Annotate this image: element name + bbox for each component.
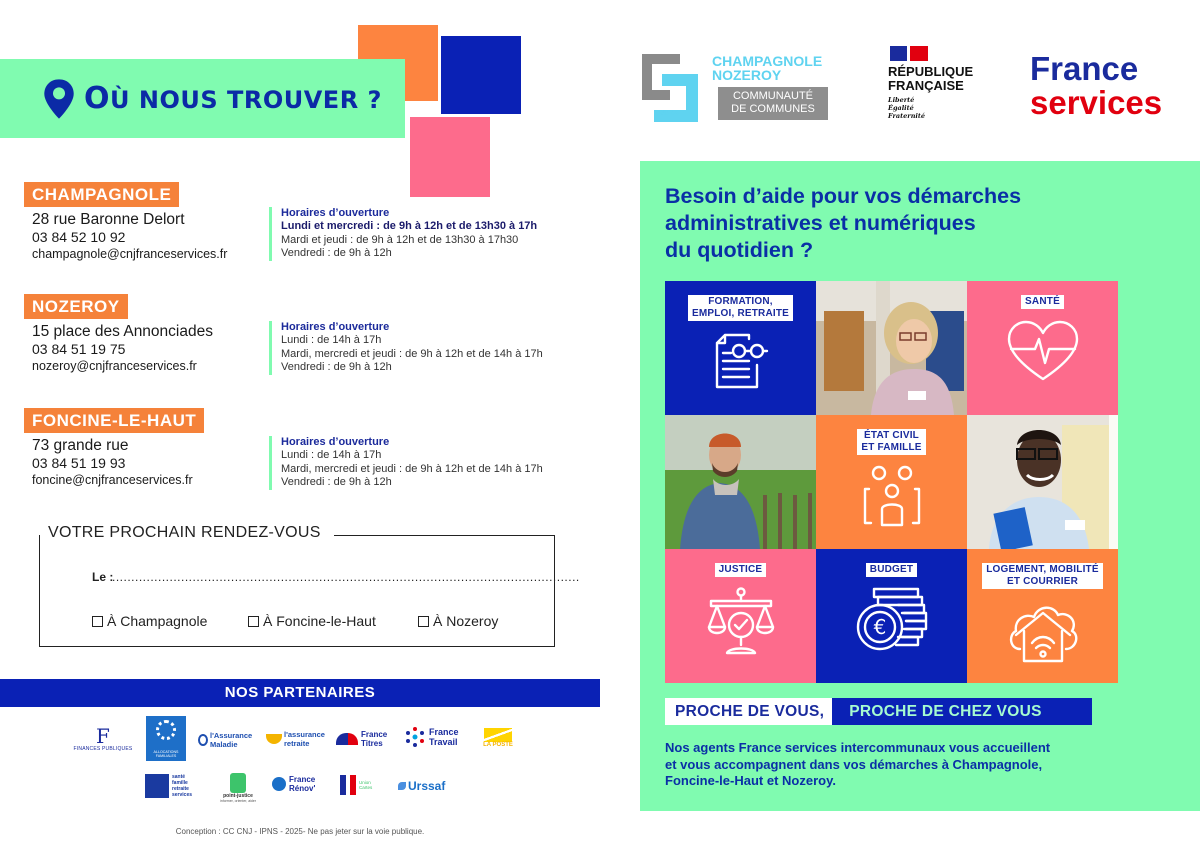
credit-line: Conception : CC CNJ - IPNS - 2025- Ne pas jeter sur la voie publique. <box>175 827 425 836</box>
option-foncine-le-haut[interactable] <box>248 613 376 629</box>
checkbox[interactable] <box>92 616 103 627</box>
site-email[interactable]: champagnole@cnjfranceservices.fr <box>32 247 228 261</box>
logo-caption: point-justice <box>223 793 253 799</box>
hours-line: Lundi et mercredi : de 9h à 12h et de 13h30 à 17h <box>281 220 538 232</box>
option-champagnole[interactable] <box>92 613 207 629</box>
site-phone[interactable]: 03 84 51 19 93 <box>32 455 126 471</box>
jura-label: JURA <box>660 110 680 117</box>
tile-label: SANTÉ <box>1021 295 1064 309</box>
site-champagnole <box>24 182 584 282</box>
hours-line: Vendredi : de 9h à 12h <box>281 476 392 488</box>
assurance-retraite-logo <box>266 728 328 750</box>
urssaf-logo <box>398 776 458 796</box>
tile-justice[interactable] <box>665 549 816 683</box>
site-name-tag: CHAMPAGNOLE <box>24 182 179 207</box>
site-phone[interactable]: 03 84 51 19 75 <box>32 341 126 357</box>
hours-line: Mardi, mercredi et jeudi : de 9h à 12h et de 14h à 17h <box>281 347 543 360</box>
document-glasses-icon <box>709 331 773 391</box>
man-in-field-photo <box>665 415 816 549</box>
outro-line: et vous accompagnent dans vos démarches à Champagnole, <box>665 756 1043 772</box>
page-heading <box>84 81 382 116</box>
outro-text <box>665 740 1050 790</box>
caf-logo <box>146 716 186 761</box>
lead-line: administratives et numériques <box>665 211 976 235</box>
tagline-part1: PROCHE DE VOUS, <box>665 698 832 725</box>
hours-line: Mardi, mercredi et jeudi : de 9h à 12h et de 14h à 17h <box>281 462 543 475</box>
hours-line: Mardi et jeudi : de 9h à 12h et de 13h30 à 17h30 <box>281 233 519 246</box>
site-address: 15 place des Annonciades <box>32 323 213 340</box>
map-pin-icon <box>42 78 76 120</box>
site-email[interactable]: nozeroy@cnjfranceservices.fr <box>32 359 197 373</box>
motto-fraternite: Fraternité <box>888 112 926 120</box>
site-address: 73 grande rue <box>32 437 129 454</box>
logo-caption: LA POSTE <box>483 742 513 748</box>
tagline <box>665 698 1092 725</box>
hours-line: Lundi : de 14h à 17h <box>281 334 382 346</box>
champagnole-nozeroy-logo <box>640 52 830 124</box>
checkbox[interactable] <box>248 616 259 627</box>
france-travail-mark-icon <box>404 726 426 748</box>
tile-label: BUDGET <box>866 563 917 577</box>
house-wifi-icon <box>1006 599 1080 663</box>
photo-tile-woman <box>816 281 967 415</box>
tagline-part2: PROCHE DE CHEZ VOUS <box>832 698 1092 725</box>
man-with-folder-photo <box>967 415 1118 549</box>
family-icon <box>861 465 923 529</box>
outro-line: Foncine-le-Haut et Nozeroy. <box>665 773 836 788</box>
cc-sub-line1: COMMUNAUTÉ <box>732 90 814 102</box>
cc-name-line1: CHAMPAGNOLE <box>712 53 823 69</box>
msa-logo <box>145 772 199 800</box>
location-heading-band <box>0 59 405 138</box>
lead-line: du quotidien ? <box>665 238 814 262</box>
appointment-date-field[interactable]: .......................................................................................................................... <box>112 570 580 584</box>
france-services-logo <box>1030 52 1180 122</box>
heading-initial: O <box>84 81 111 116</box>
checkbox[interactable] <box>418 616 429 627</box>
option-label: À Champagnole <box>107 613 208 629</box>
logo-caption: FINANCES PUBLIQUES <box>73 746 133 752</box>
option-label: À Nozeroy <box>433 613 499 629</box>
decorative-blue-square <box>441 36 521 114</box>
tile-label: JUSTICE <box>715 563 767 577</box>
cc-name-line2: NOZEROY <box>712 67 782 83</box>
heart-pulse-icon <box>1005 319 1081 383</box>
site-name-tag: FONCINE-LE-HAUT <box>24 408 204 433</box>
tile-label: FORMATION, EMPLOI, RETRAITE <box>688 295 793 321</box>
rf-line1: RÉPUBLIQUE <box>888 64 974 79</box>
assurance-maladie-logo <box>198 730 260 750</box>
logo-caption: France Rénov' <box>289 775 316 793</box>
option-nozeroy[interactable] <box>418 613 498 629</box>
marianne-flag-icon <box>890 46 988 61</box>
logo-caption: France Titres <box>361 730 388 748</box>
fs-logo-france: France <box>1030 50 1139 87</box>
appointment-title: VOTRE PROCHAIN RENDEZ-VOUS <box>48 524 327 542</box>
photo-tile-man-folder <box>967 415 1118 549</box>
logo-caption: l'Assurance Maladie <box>210 731 253 749</box>
tile-etat-civil-famille[interactable] <box>816 415 967 549</box>
motto-egalite: Égalité <box>888 104 914 112</box>
scales-icon <box>705 587 777 657</box>
svg-text:€: € <box>873 615 886 639</box>
fs-logo-services: services <box>1030 84 1163 121</box>
tricolor-flag-logo <box>340 773 384 797</box>
logo-caption: ALLOCATIONS FAMILIALES <box>153 750 179 758</box>
france-titres-logo <box>336 728 396 750</box>
site-phone[interactable]: 03 84 52 10 92 <box>32 229 126 245</box>
opening-hours <box>269 436 543 490</box>
photo-tile-man-field <box>665 415 816 549</box>
tile-label: ÉTAT CIVIL ET FAMILLE <box>857 429 925 455</box>
logo-caption: Urssaf <box>408 778 446 793</box>
hours-title: Horaires d’ouverture <box>281 207 390 219</box>
hours-title: Horaires d’ouverture <box>281 436 390 448</box>
tile-label: LOGEMENT, MOBILITÉ ET COURRIER <box>982 563 1103 589</box>
euro-coins-icon <box>856 587 928 653</box>
site-address: 28 rue Baronne Delort <box>32 211 185 228</box>
lead-line: Besoin d’aide pour vos démarches <box>665 184 1022 208</box>
point-justice-logo <box>212 768 264 808</box>
tile-formation-emploi-retraite[interactable] <box>665 281 816 415</box>
logo-caption: l'assurance retraite <box>284 730 325 748</box>
motto-liberte: Liberté <box>888 96 915 104</box>
logo-caption: santé famille retraite services <box>172 774 193 798</box>
opening-hours <box>269 207 537 261</box>
site-foncine-le-haut <box>24 408 584 508</box>
site-nozeroy <box>24 294 584 394</box>
option-label: À Foncine-le-Haut <box>263 613 376 629</box>
france-travail-logo <box>404 724 466 750</box>
lead-question <box>665 183 1021 264</box>
appointment-form <box>39 524 580 647</box>
opening-hours <box>269 321 543 375</box>
la-poste-logo <box>476 722 520 754</box>
tile-logement-mobilite-courrier[interactable] <box>967 549 1118 683</box>
hours-line: Vendredi : de 9h à 12h <box>281 247 392 259</box>
partners-title: NOS PARTENAIRES <box>0 679 600 707</box>
logo-caption: France Travail <box>429 727 459 747</box>
republique-francaise-logo <box>888 46 988 128</box>
heading-rest: Ù NOUS TROUVER ? <box>110 86 382 114</box>
finances-publiques-logo: F FINANCES PUBLIQUES <box>73 724 133 752</box>
logo-subcaption: informer, orienter, aider <box>220 799 256 803</box>
hours-line: Lundi : de 14h à 17h <box>281 449 382 461</box>
cc-sub-line2: DE COMMUNES <box>731 103 815 115</box>
tile-sante[interactable] <box>967 281 1118 415</box>
hours-line: Vendredi : de 9h à 12h <box>281 361 392 373</box>
hours-title: Horaires d’ouverture <box>281 321 390 333</box>
outro-line: Nos agents France services intercommunaux vous accueillent <box>665 740 1051 755</box>
site-name-tag: NOZEROY <box>24 294 128 319</box>
logo-caption: Union Cartes <box>359 780 373 790</box>
appointment-date-label: Le : <box>92 570 114 584</box>
appointment-box-border <box>334 535 555 536</box>
rf-line2: FRANÇAISE <box>888 78 964 93</box>
site-email[interactable]: foncine@cnjfranceservices.fr <box>32 473 193 487</box>
services-panel <box>640 161 1200 811</box>
france-renov-logo <box>272 770 330 798</box>
woman-smiling-photo <box>816 281 967 415</box>
tile-budget[interactable] <box>816 549 967 683</box>
services-grid <box>665 281 1118 683</box>
